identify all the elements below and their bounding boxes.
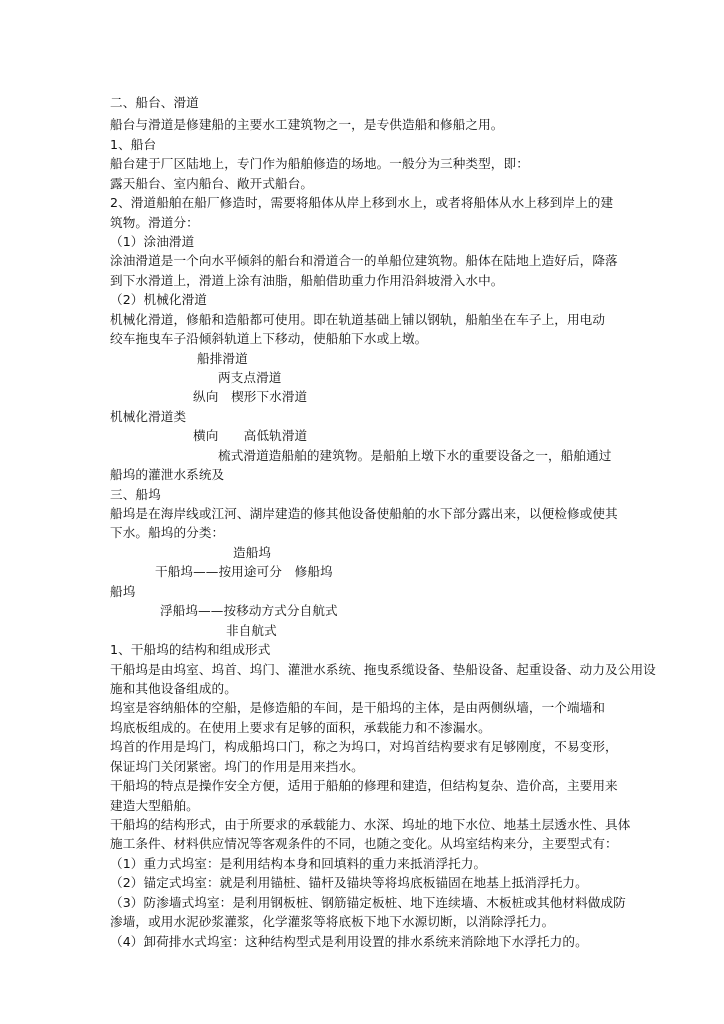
subsection-heading: （1）涂油滑道 (110, 234, 195, 249)
classification-item: 干船坞——按用途可分 修船坞 (155, 564, 333, 579)
paragraph-line: 2、滑道船舶在船厂修造时，需要将船体从岸上移到水上，或者将船体从水上移到岸上的建 (110, 195, 614, 210)
paragraph-line: 船坞是在海岸线或江河、湖岸建造的修其他设备使船舶的水下部分露出来，以便检修或使其 (110, 506, 618, 521)
list-item: （3）防渗墙式坞室：是利用钢板桩、钢筋锚定板桩、地下连续墙、木板桩或其他材料做成防 (110, 895, 626, 910)
classification-root: 机械化滑道类 (110, 409, 187, 424)
subsection-heading: （2）机械化滑道 (110, 292, 207, 307)
list-item: （1）重力式坞室：是利用结构本身和回填料的重力来抵消浮托力。 (110, 856, 487, 871)
paragraph-line: 梳式滑道造船舶的建筑物。是船舶上墩下水的重要设备之一，船舶通过 (218, 448, 612, 463)
section-heading: 三、船坞 (110, 487, 161, 502)
classification-item: 造船坞 (233, 545, 272, 560)
list-item: （4）卸荷排水式坞室：这种结构型式是利用设置的排水系统来消除地下水浮托力的。 (110, 934, 588, 949)
classification-item: 船排滑道 (197, 351, 248, 366)
paragraph-line: 施和其他设备组成的。 (110, 681, 237, 696)
paragraph-line: 坞底板组成的。在使用上要求有足够的面积，承载能力和不渗漏水。 (110, 720, 491, 735)
paragraph-line: 机械化滑道，修船和造船都可使用。即在轨道基础上铺以钢轨，船舶坐在车子上，用电动 (110, 312, 606, 327)
paragraph-line: 干船坞的结构形式，由于所要求的承载能力、水深、坞址的地下水位、地基土层透水性、具体 (110, 817, 631, 832)
paragraph-line: 渗墙，或用水泥砂浆灌浆，化学灌浆等将底板下地下水源切断，以消除浮托力。 (110, 914, 555, 929)
paragraph-line: 船台与滑道是修建船的主要水工建筑物之一，是专供造船和修船之用。 (110, 117, 504, 132)
paragraph-line: 绞车拖曳车子沿倾斜轨道上下移动，使船舶下水或上墩。 (110, 331, 428, 346)
paragraph-line: 到下水滑道上，滑道上涂有油脂，船舶借助重力作用沿斜坡滑入水中。 (110, 273, 504, 288)
paragraph-line: 船坞的灌泄水系统及 (110, 467, 225, 482)
classification-root: 船坞 (110, 584, 136, 599)
paragraph-line: 干船坞是由坞室、坞首、坞门、灌泄水系统、拖曳系缆设备、垫船设备、起重设备、动力及公用设 (110, 662, 656, 677)
paragraph-line: 干船坞的特点是操作安全方便，适用于船舶的修理和建造，但结构复杂、造价高，主要用来 (110, 778, 618, 793)
subsection-heading: 1、干船坞的结构和组成形式 (110, 642, 271, 657)
paragraph-line: 保证坞门关闭紧密。坞门的作用是用来挡水。 (110, 759, 364, 774)
paragraph-line: 筑物。滑道分： (110, 215, 199, 230)
paragraph-line: 露天船台、室内船台、敞开式船台。 (110, 176, 314, 191)
classification-item: 浮船坞——按移动方式分自航式 (160, 603, 338, 618)
subsection-heading: 1、船台 (110, 137, 157, 152)
section-heading: 二、船台、滑道 (110, 95, 199, 110)
paragraph-line: 建造大型船舶。 (110, 798, 199, 813)
classification-item: 纵向 楔形下水滑道 (193, 389, 308, 404)
paragraph-line: 下水。船坞的分类： (110, 525, 225, 540)
paragraph-line: 船台建于厂区陆地上，专门作为船舶修造的场地。一般分为三种类型，即： (110, 156, 529, 171)
classification-item: 两支点滑道 (218, 370, 282, 385)
paragraph-line: 施工条件、材料供应情况等客观条件的不同，也随之变化。从坞室结构来分，主要型式有： (110, 836, 618, 851)
list-item: （2）锚定式坞室：就是利用锚桩、锚杆及锚块等将坞底板锚固在地基上抵消浮托力。 (110, 875, 588, 890)
paragraph-line: 坞首的作用是坞门，构成船坞口门，称之为坞口，对坞首结构要求有足够刚度，不易变形， (110, 739, 618, 754)
paragraph-line: 坞室是容纳船体的空船，是修造船的车间，是干船坞的主体，是由两侧纵墙，一个端墙和 (110, 700, 606, 715)
classification-item: 非自航式 (226, 623, 277, 638)
classification-item: 横向 高低轨滑道 (193, 428, 308, 443)
paragraph-line: 涂油滑道是一个向水平倾斜的船台和滑道合一的单船位建筑物。船体在陆地上造好后，降落 (110, 253, 618, 268)
